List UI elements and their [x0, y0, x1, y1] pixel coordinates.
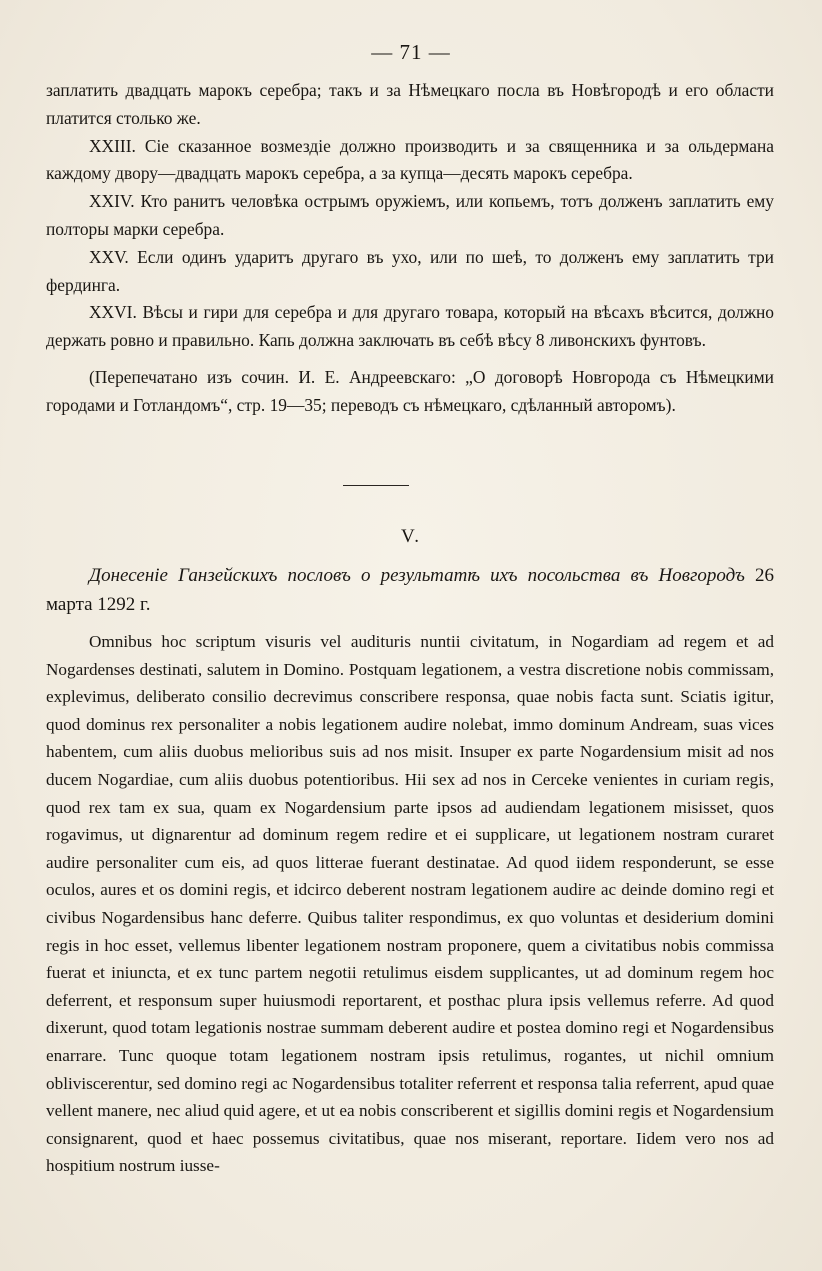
paragraph-continuation: заплатить двадцать марокъ серебра; такъ и за Нѣмецкаго посла въ Новѣгородѣ и его области платится столько же.	[46, 80, 774, 128]
article-xxvi: XXVI. Вѣсы и гири для серебра и для другаго товара, который на вѣсахъ вѣсится, должно держать ровно и правильно. Капь должна заключать въ себѣ вѣсу 8 ливонскихъ фунтовъ.	[46, 302, 774, 351]
cyrillic-text-block	[46, 77, 774, 420]
latin-paragraph: Omnibus hoc scriptum visuris vel audituris nuntii civitatum, in Nogardiam ad regem et ad Nogardenses destinati, salutem in Domino. Postquam legationem, a vestra discretione nobis commissam, explevimus, deliberato consilio decrevimus conscribere responsa, quae nobis facta sunt. Sciatis igitur, quod dominus rex personaliter a nobis legationem audire nolebat, immo dominum Andream, suas vices habentem, cum aliis duobus melioribus suis ad nos misit. Insuper ex parte Nogardensium misit ad nos ducem Nogardiae, cum aliis duobus potentioribus. Hii sex ad nos in Cerceke venientes in curiam regis, quod rex tam ex sua, quam ex Nogardensium parte ipsos ad audiendam legationem misisset, quos rogavimus, ut dignarentur ad dominum regem redire et ei supplicare, ut legationem nostram curaret audire personaliter cum eis, ad quos litterae fuerant destinatae. Ad quod iidem responderunt, se esse oculos, aures et os domini regis, et idcirco deberent nostram legationem audire ac deinde domino regi et civibus Nogardensibus hanc deferre. Quibus taliter respondimus, ex quo voluntas et desiderium domini regis in hoc esset, vellemus libenter legationem nostram proponere, quem a civitatibus nobis commissa fuerat et iniuncta, et ex tunc partem negotii retulimus eisdem supplicantes, ut ad dominum regem hoc deferrent, et responsum super huiusmodi reportarent, et posthac plura ipsis vellemus referre. Ad quod dixerunt, quod totam legationis nostrae summam deberent audire et postea domino regi et Nogardensibus enarrare. Tunc quoque totam legationem nostram ipsis retulimus, rogantes, ut nichil omnium obliviscerentur, sed domino regi ac Nogardensibus totaliter referrent et responsa talia referrent, apud quae vellent manere, nec aliud quid agere, et ut ea nobis conscriberent et sigillis domini regis et Nogardensium consignarent, quod et haec possemus civitatibus, quae nos miserant, reportare. Iidem vero nos ad hospitium nostrum iusse-	[46, 632, 774, 1176]
article-xxiii: XXIII. Сіе сказанное возмездіе должно производить и за священника и за ольдермана каждому двору—двадцать марокъ серебра, а за купца—десять марокъ серебра.	[46, 135, 774, 184]
source-reference: (Перепечатано изъ сочин. И. Е. Андреевскаго: „О договорѣ Новгорода съ Нѣмецкими городами и Готландомъ“, стр. 19—35; переводъ съ нѣмецкаго, сдѣланный авторомъ).	[46, 366, 774, 415]
page-number: — 71 —	[371, 40, 451, 64]
section-heading-date: 26 марта 1292 г.	[46, 565, 774, 615]
section-heading	[46, 561, 774, 619]
article-xxv: XXV. Если одинъ ударитъ другаго въ ухо, или по шеѣ, то долженъ ему заплатить три фердинга.	[46, 246, 774, 295]
section-numeral: V.	[400, 526, 422, 547]
section-divider	[343, 485, 409, 486]
latin-text-block	[46, 628, 774, 1180]
section-heading-title: Донесеніе Ганзейскихъ пословъ о результатѣ ихъ посольства въ Новгородъ	[89, 565, 745, 586]
article-xxiv: XXIV. Кто ранитъ человѣка острымъ оружіемъ, или копьемъ, тотъ долженъ заплатить ему полторы марки серебра.	[46, 191, 774, 239]
